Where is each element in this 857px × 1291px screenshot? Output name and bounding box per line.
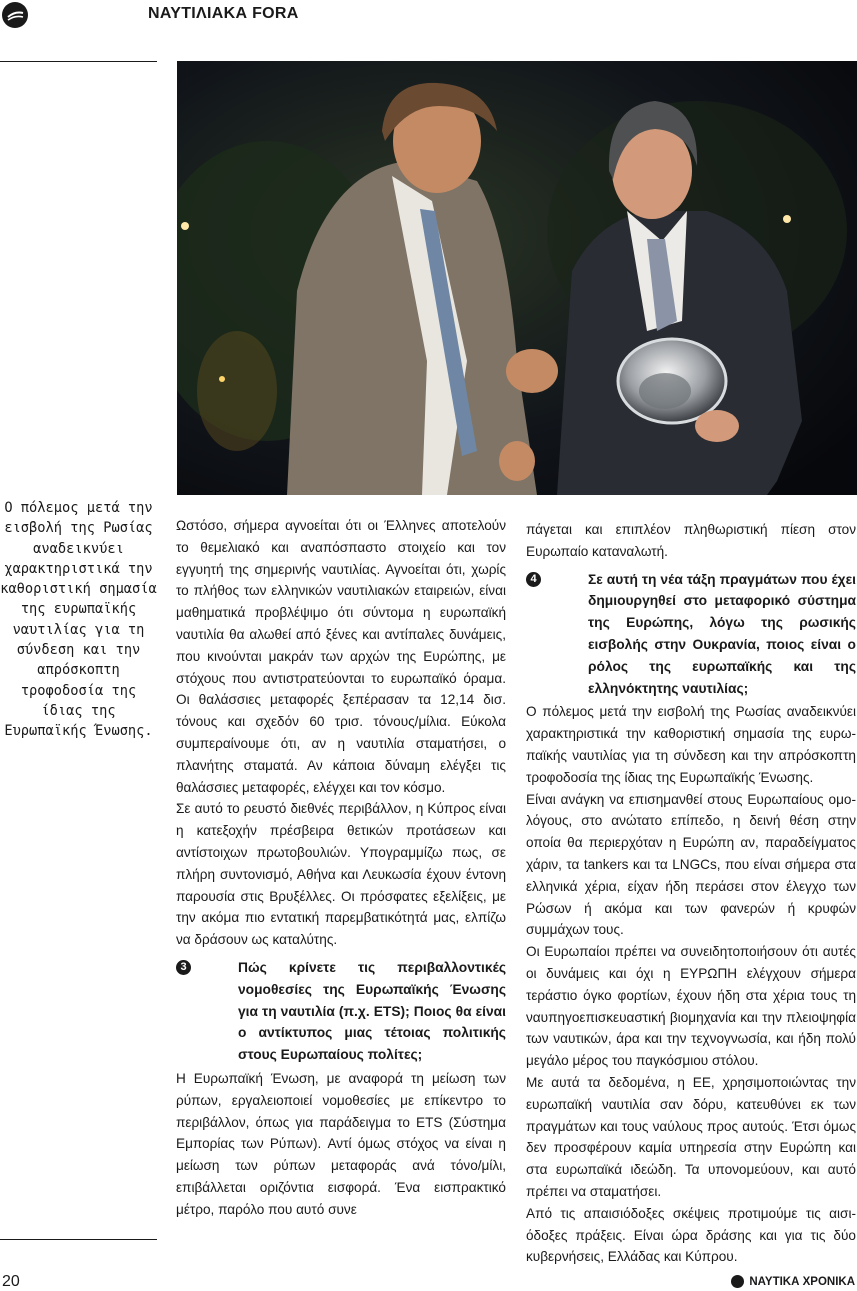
question-4 [526,569,856,700]
question-number-badge: 4 [526,572,541,587]
article-column-right [526,519,856,1268]
paragraph: Η Ευρωπαϊκή Ένωση, με αναφορά τη μείωση των ρύπων, εργαλειοποιεί νομοθεσίες με επίκεντρο το περιβάλλον, όπως για παράδειγμα το ETS (Σύστημα Εμπορίας των Ρύπων). Αντί όμως στόχος να είναι η μείωση των ρύπων μεταφοράς ανά τόνο/μίλι, επιβάλλεται οριζόντια εισφορά. Ένα εισπρακτικό μέτρο, παρόλο που αυτό συνε [176,1070,506,1217]
question-text: Πώς κρίνετε τις περιβαλλοντικές νομοθεσίες της Ευρωπαϊκής Ένωσης για τη ναυτιλία (π.χ. ETS); Ποιος θα είναι ο αντίκτυπος μιας τέτοιας πολιτικής στους Ευρωπαίους πολίτες; [238,959,506,1063]
bottom-divider [0,1239,157,1240]
paragraph: Από τις απαισιόδοξες σκέψεις προτιμούμε τις αισιόδοξες πράξεις. Είναι ώρα δράσης και για τις δύο κυβερνήσεις, Ελλάδας και Κύπρου. [526,1205,856,1265]
section-title: ΝΑΥΤΙΛΙΑΚΑ FORA [148,5,299,22]
magazine-logo-icon [2,2,28,28]
question-number-badge: 3 [176,960,191,975]
paragraph: Με αυτά τα δεδομένα, η ΕΕ, χρησιμοποιώντας την ευρωπαϊκή ναυτιλία σαν δόρυ, κατευθύνει εκ των πραγμάτων και τους ναύλους προς αυτούς. Έτσι όμως δεν προσφέρουν καμία υπηρεσία στην Ευρώπη και στα ευρωπαϊκά ιδεώδη. Τα υπονομεύουν, και αυτό πρέπει να σταματήσει. [526,1074,856,1199]
paragraph: Ο πόλεμος μετά την εισβολή της Ρωσίας αναδεικνύει χαρακτηριστικά την καθοριστική σημασία της ευρωπαϊκής ναυτιλίας για τη σύνδεση και την απρόσκοπτη τροφοδοσία της ίδιας της Ευρωπαϊκής Ένωσης. [526,704,856,785]
footer-brand-label: ΝΑΥΤΙΚΑ ΧΡΟΝΙΚΑ [749,1275,855,1288]
paragraph: Σε αυτό το ρευστό διεθνές περιβάλλον, η Κύπρος είναι η κατεξοχήν πρέσβειρα θετικών προτάσεων και αντίστοιχων πρωτοβουλιών. Υπογραμμίζω πως, σε πλήρη συντονισμό, Αθήνα και Λευκωσία έχουν έντονη παρουσία στις Βρυξέλλες. Οι πρόσφατες εξελίξεις, με την ακόμα πιο εντατική παρεμβατικότητά μας, ελπίζω να δράσουν ως καταλύτης. [176,801,506,948]
article-photo [177,61,857,495]
page-number: 20 [2,1273,20,1290]
top-divider [0,61,157,62]
paragraph: Ωστόσο, σήμερα αγνοείται ότι οι Έλληνες αποτελούν το θεμελιακό και αναπόσπαστο στοιχείο και τον εγγυητή της σημερινής ναυτιλίας. Αγνοείται ότι, χωρίς το πλήθος των ελληνικών ναυτιλιακών εταιρειών, είναι μαθηματικά προβλέψιμο ότι σύντομα η ευρωπαϊκή ναυτιλία θα αλωθεί από ξένες και αντίπαλες δυνάμεις, που κινούνται μακράν των αρχών της Ευρώπης, με στόχους που αντιστρατεύονται το ευρωπαϊκό όραμα. Οι θαλάσσιες μεταφορές ξεπέρασαν τα 12,14 δισ. τόνους και σχεδόν 60 τρισ. τόνους/μίλια. Εύκολα συμπεραίνουμε ότι, αν η ναυτιλία σταματήσει, ο πλανήτης σταματά. Αν κάποια δύναμη ελέγξει τις θαλάσσιες μεταφορές, ελέγχει και τον κόσμο. [176,518,506,795]
brand-logo-icon [731,1275,744,1288]
article-column-left [176,515,506,1221]
footer-brand [731,1275,855,1288]
paragraph: Είναι ανάγκη να επισημανθεί στους Ευρωπαίους ομολόγους, στο ανώτατο επίπεδο, η δεινή θέση στην οποία θα περιερχόταν η Ευρώπη αν, παραδείγματος χάριν, τα tankers και τα LNGCs, που είναι σήμερα στα ελληνικά χέρια, είχαν ήδη περάσει στον έλεγχο των Ρώσων ή ακόμα και των φανερών ή κρυφών συμμάχων τους. [526,791,856,938]
question-text: Σε αυτή τη νέα τάξη πραγμάτων που έχει δημιουργηθεί στο μεταφορικό σύστημα της Ευρώπης, λόγω της ρωσικής εισβολής στην Ουκρανία, ποιος είναι ο ρόλος της ευρωπαϊκής και της ελληνόκτητης ναυτιλίας; [588,571,856,696]
pull-quote: Ο πόλεμος μετά την εισβολή της Ρωσίας αναδεικνύει χαρακτηριστικά την καθοριστική σημασία της ευρωπαϊκής ναυτιλίας για τη σύνδεση και την απρόσκοπτη τροφοδοσία της ίδιας της Ευρωπαϊκής Ένωσης. [0,500,157,740]
paragraph: πάγεται και επιπλέον πληθωριστική πίεση στον Ευρωπαίο καταναλωτή. [526,522,856,559]
paragraph: Οι Ευρωπαίοι πρέπει να συνειδητοποιήσουν ότι αυτές οι δυνάμεις και όχι η ΕΥΡΩΠΗ ελέγχουν σήμερα τεράστιο όγκο φορτίων, έχουν ήδη στα χέρια τους τη ναυπηγοεπισκευαστική βιομηχανία και την πλειοψηφία των ναυτικών, άρα και την τεχνογνωσία, και ήδη πολύ μεγάλο μέρος του παγκόσμιου στόλου. [526,944,856,1069]
question-3 [176,957,506,1066]
